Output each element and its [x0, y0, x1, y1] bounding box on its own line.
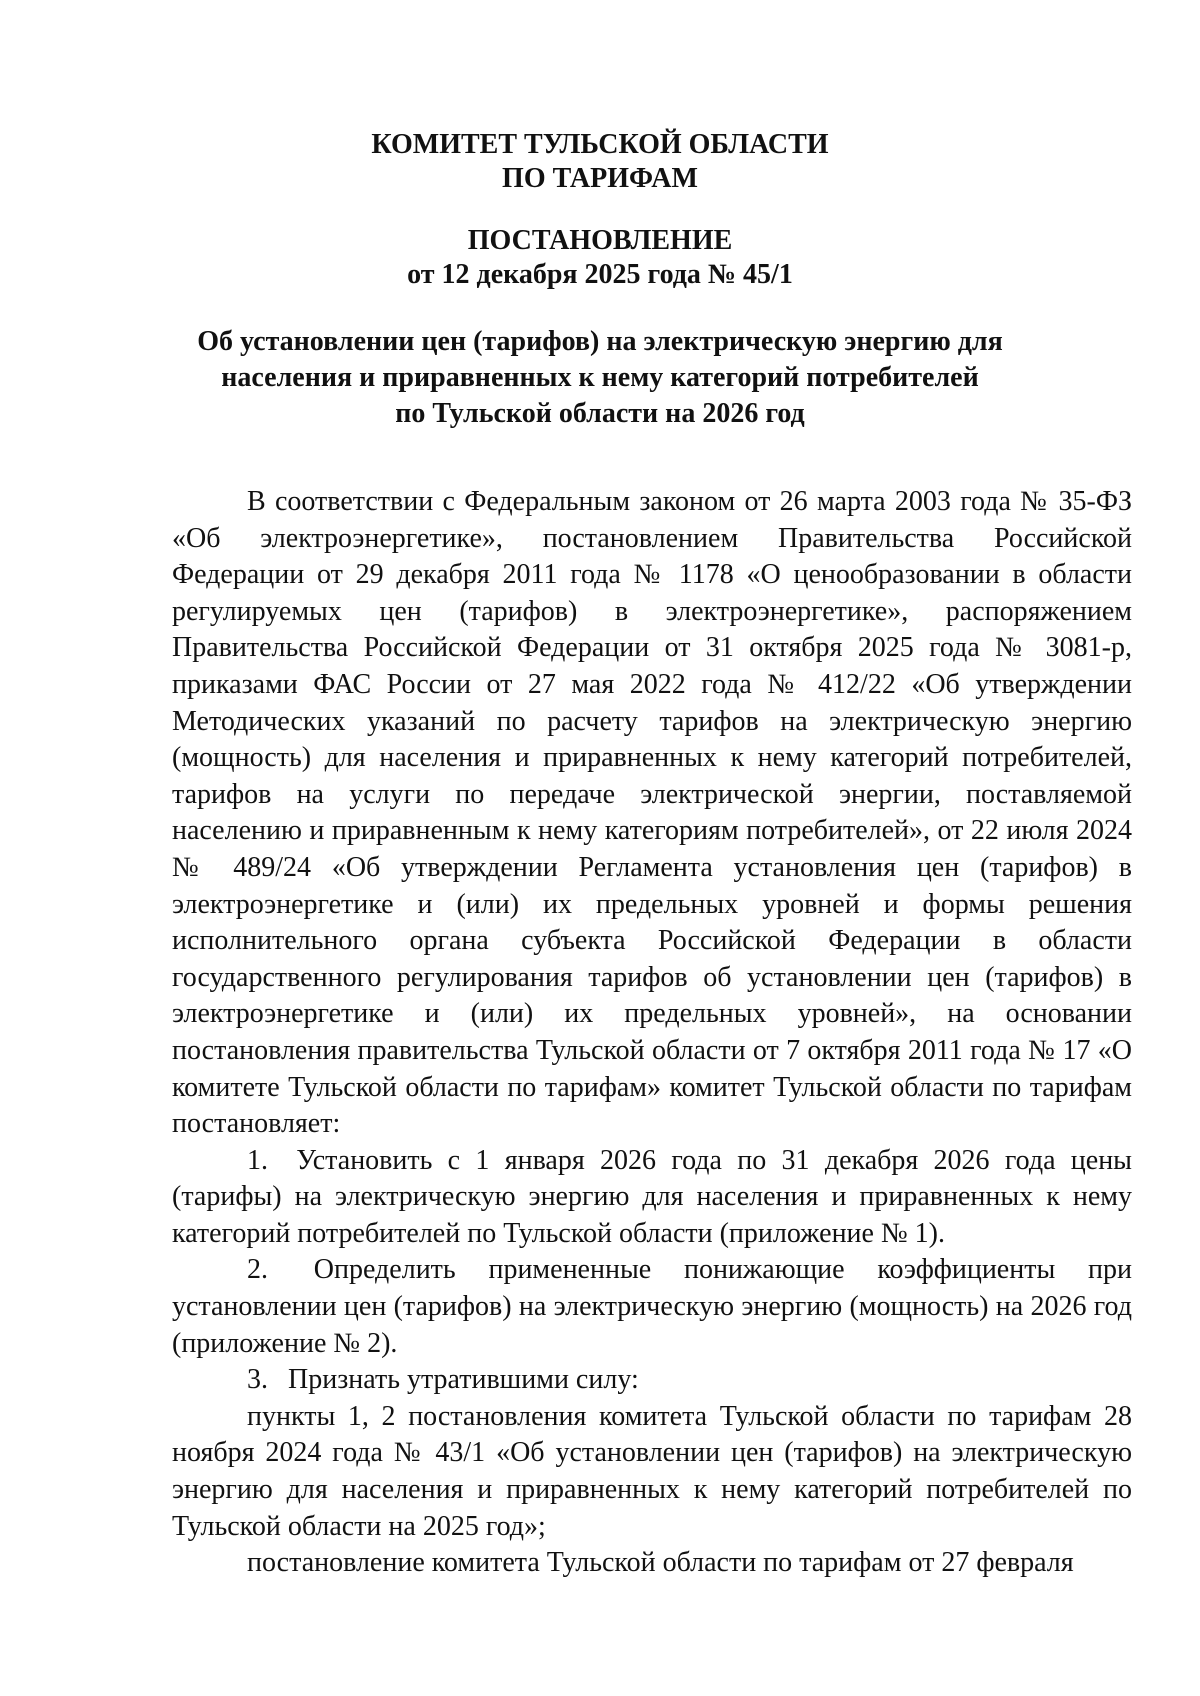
list-item	[172, 1143, 1132, 1253]
item-number: 2.	[247, 1254, 268, 1286]
issuer-line-1: КОМИТЕТ ТУЛЬСКОЙ ОБЛАСТИ	[371, 129, 829, 160]
title-line-2: населения и приравненных к нему категорий потребителей	[221, 362, 979, 393]
item-number: 3.	[247, 1364, 268, 1396]
title-line-1: Об установлении цен (тарифов) на электрическую энергию для	[197, 326, 1003, 357]
title-line-3: по Тульской области на 2026 год	[395, 398, 805, 429]
list-item	[172, 1252, 1132, 1362]
issuer-line-2: ПО ТАРИФАМ	[502, 163, 698, 194]
preamble-paragraph: В соответствии с Федеральным законом от 26 марта 2003 года № 35-ФЗ «Об электроэнергетике», постановлением Правительства Российской Федерации от 29 декабря 2011 года № 1178 «О ценообразовании в области регулируемых цен (тарифов) в электроэнергетике», распоряжением Правительства Российской Федерации от 31 октября 2025 года № 3081-р, приказами ФАС России от 27 мая 2022 года № 412/22 «Об утверждении Методических указаний по расчету тарифов на электрическую энергию (мощность) для населения и приравненных к нему категорий потребителей, тарифов на услуги по передаче электрической энергии, поставляемой населению и приравненным к нему категориям потребителей», от 22 июля 2024 № 489/24 «Об утверждении Регламента установления цен (тарифов) в электроэнергетике и (или) их предельных уровней и формы решения исполнительного органа субъекта Российской Федерации в области государственного регулирования тарифов об установлении цен (тарифов) в электроэнергетике и (или) их предельных уровней», на основании постановления правительства Тульской области от 7 октября 2011 года № 17 «О комитете Тульской области по тарифам» комитет Тульской области по тарифам постановляет:	[172, 486, 1132, 1140]
list-item	[172, 1362, 1132, 1399]
repeal-paragraph-1: пункты 1, 2 постановления комитета Тульской области по тарифам 28 ноября 2024 года № 43/1 «Об установлении цен (тарифов) на электрическую энергию для населения и приравненных к нему категорий потребителей по Тульской области на 2025 год»;	[172, 1400, 1132, 1542]
item-number: 1.	[247, 1144, 268, 1176]
issuer-block	[160, 128, 1040, 196]
item-text: Определить примененные понижающие коэффициенты при установлении цен (тарифов) на электрическую энергию (мощность) на 2026 год (приложение № 2).	[172, 1254, 1133, 1359]
item-text: Признать утратившими силу:	[288, 1364, 639, 1396]
document-date-number: от 12 декабря 2025 года № 45/1	[407, 259, 793, 290]
document-body	[172, 484, 1132, 1582]
repeal-paragraph-2: постановление комитета Тульской области по тарифам от 27 февраля	[247, 1547, 1074, 1579]
document-type-block	[160, 224, 1040, 292]
document-title	[160, 324, 1040, 432]
item-text: Установить с 1 января 2026 года по 31 декабря 2026 года цены (тарифы) на электрическую энергию для населения и приравненных к нему категорий потребителей по Тульской области (приложение № 1).	[172, 1144, 1132, 1249]
document-type: ПОСТАНОВЛЕНИЕ	[467, 225, 733, 256]
